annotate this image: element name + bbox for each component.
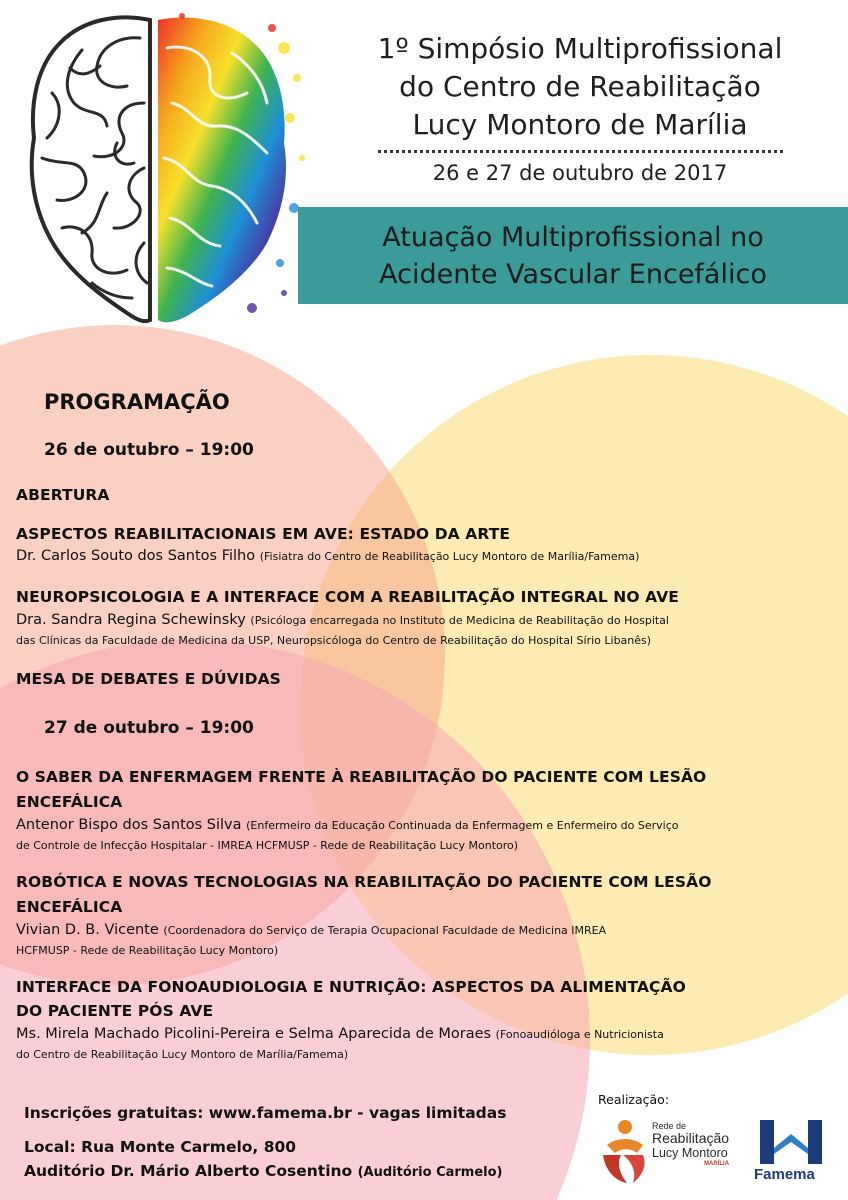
speaker-note: (Enfermeiro da Educação Continuada da Enfermagem e Enfermeiro do Serviço [246, 819, 679, 832]
session-3-speaker-note-cont: de Controle de Infecção Hospitalar - IMREA HCFMUSP - Rede de Reabilitação Lucy Montoro) [16, 839, 519, 852]
day-2-heading: 27 de outubro – 19:00 [44, 718, 254, 738]
venue-address: Local: Rua Monte Carmelo, 800 [24, 1138, 297, 1156]
rede-line-4: MARÍLIA [704, 1161, 730, 1167]
famema-logo-text: Famema [754, 1166, 815, 1183]
auditorium-name: Auditório Dr. Mário Alberto Cosentino [24, 1162, 353, 1180]
session-4-speaker [16, 922, 606, 938]
opening-heading: ABERTURA [16, 486, 110, 504]
program-title: PROGRAMAÇÃO [44, 390, 230, 414]
rede-figure-icon [597, 1115, 651, 1185]
session-2-speaker-note-cont: das Clínicas da Faculdade de Medicina da USP, Neuropsicóloga do Centro de Reabilitação do Hospital Sírio Libanês) [16, 634, 652, 647]
speaker-name: Dra. Sandra Regina Schewinsky [16, 612, 246, 628]
organizers-label: Realização: [598, 1092, 670, 1107]
speaker-name: Vivian D. B. Vicente [16, 922, 159, 938]
rede-line-1: Rede de [652, 1121, 687, 1131]
session-5-speaker [16, 1026, 664, 1042]
session-5-title-line-1: INTERFACE DA FONOAUDIOLOGIA E NUTRIÇÃO: ASPECTOS DA ALIMENTAÇÃO [16, 978, 686, 996]
debate-heading: MESA DE DEBATES E DÚVIDAS [16, 670, 281, 688]
session-2-speaker [16, 612, 669, 628]
speaker-note: (Fonoaudióloga e Nutricionista [495, 1028, 664, 1041]
session-3-title-line-2: ENCEFÁLICA [16, 793, 123, 811]
session-5-title-line-2: DO PACIENTE PÓS AVE [16, 1002, 214, 1020]
event-date: 26 e 27 de outubro de 2017 [432, 161, 728, 185]
speaker-name: Dr. Carlos Souto dos Santos Filho [16, 548, 256, 564]
speaker-note: (Coordenadora do Serviço de Terapia Ocupacional Faculdade de Medicina IMREA [163, 924, 607, 937]
session-1-speaker [16, 548, 639, 564]
session-1-title: ASPECTOS REABILITACIONAIS EM AVE: ESTADO DA ARTE [16, 525, 511, 543]
day-1-heading: 26 de outubro – 19:00 [44, 440, 254, 460]
session-2-title: NEUROPSICOLOGIA E A INTERFACE COM A REABILITAÇÃO INTEGRAL NO AVE [16, 588, 679, 606]
event-title-line-3: Lucy Montoro de Marília [412, 108, 748, 141]
famema-mark-icon [752, 1118, 830, 1166]
rede-line-3: Lucy Montoro [652, 1146, 728, 1160]
auditorium-note: (Auditório Carmelo) [357, 1165, 503, 1180]
rede-line-2: Reabilitação [652, 1130, 730, 1146]
session-3-title-line-1: O SABER DA ENFERMAGEM FRENTE À REABILITAÇÃO DO PACIENTE COM LESÃO [16, 768, 707, 786]
theme-line-2: Acidente Vascular Encefálico [379, 258, 767, 290]
rede-logo-text [652, 1121, 729, 1167]
venue-auditorium [24, 1162, 503, 1180]
session-4-title-line-1: ROBÓTICA E NOVAS TECNOLOGIAS NA REABILITAÇÃO DO PACIENTE COM LESÃO [16, 873, 712, 891]
speaker-name: Antenor Bispo dos Santos Silva [16, 817, 242, 833]
registration-info: Inscrições gratuitas: www.famema.br - vagas limitadas [24, 1104, 507, 1122]
speaker-name: Ms. Mirela Machado Picolini-Pereira e Selma Aparecida de Moraes [16, 1026, 492, 1042]
famema-logo [752, 1118, 834, 1190]
session-5-speaker-note-cont: do Centro de Reabilitação Lucy Montoro de Marília/Famema) [16, 1048, 349, 1061]
event-title-line-2: do Centro de Reabilitação [399, 70, 761, 103]
session-4-speaker-note-cont: HCFMUSP - Rede de Reabilitação Lucy Montoro) [16, 944, 279, 957]
speaker-note: (Fisiatra do Centro de Reabilitação Lucy Montoro de Marília/Famema) [259, 550, 640, 563]
speaker-note: (Psicóloga encarregada no Instituto de Medicina de Reabilitação do Hospital [250, 614, 669, 627]
theme-line-1: Atuação Multiprofissional no [382, 221, 764, 253]
session-4-title-line-2: ENCEFÁLICA [16, 898, 123, 916]
event-title-line-1: 1º Simpósio Multiprofissional [377, 32, 783, 65]
rede-lucy-montoro-logo [597, 1115, 747, 1187]
session-3-speaker [16, 817, 679, 833]
